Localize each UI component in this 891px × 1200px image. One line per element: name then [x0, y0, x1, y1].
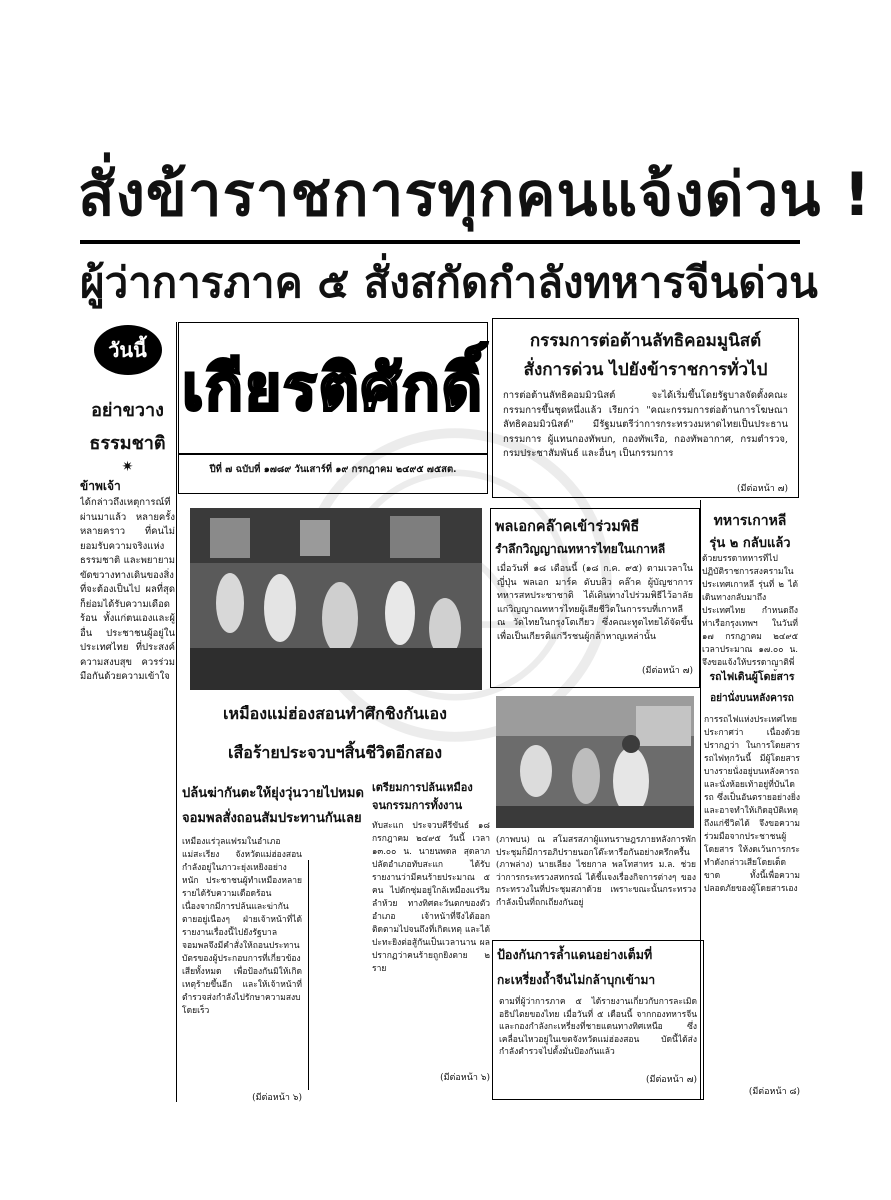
maehongson-sub-1: ปล้นฆ่ากันตะให้ยุ่งวุ่นวายไปหมด	[182, 786, 364, 801]
plunder-story	[372, 778, 490, 1098]
column-byline: ข้าพเจ้า	[80, 479, 121, 493]
column-title-line1: อย่าขวาง	[91, 400, 164, 421]
train-title-1: รถไฟเดินผู้โดยสาร	[709, 671, 795, 683]
border-body: ตามที่ผู้ว่าการภาค ๕ ได้รายงานเกี่ยวกับการละเมิดอธิปไตยของไทย เมื่อวันที่ ๕ เดือนนี้ จากกองทหารจีนและกองกำลังกะเหรี่ยงที่ชายแดนทางทิศเหนือ ซึ่งเคลื่อนไหวอยู่ในเขตจังหวัดแม่ฮ่องสอน บัดนี้ได้ส่งกำลังตำรวจไปตั้งมั่นป้องกันแล้ว	[499, 997, 697, 1057]
border-continued: (มีต่อหน้า ๗)	[646, 1075, 697, 1085]
today-badge: วันนี้	[94, 325, 162, 375]
plunder-title-1: เตรียมการปล้นเหมือง	[372, 781, 473, 794]
plunder-title-2: จนกรรมการทั้งงาน	[372, 799, 463, 812]
maehongson-continued: (มีต่อหน้า ๖)	[252, 1093, 302, 1103]
anticommunist-title-2: สั่งการด่วน ไปยังข้าราชการทั่วไป	[523, 360, 768, 380]
maehongson-title-2: เสือร้ายประจวบฯสิ้นชีวิตอีกสอง	[227, 743, 443, 762]
train-body: การรถไฟแห่งประเทศไทยประกาศว่า เนื่องด้วยปรากฏว่า ในการโดยสารรถไฟทุกวันนี้ มีผู้โดยสารบางรายนั่งอยู่บนหลังคารถและนั่งห้อยเท้าอยู่ที่บันไดรถ ซึ่งเป็นอันตรายอย่างยิ่ง และอาจทำให้เกิดอุบัติเหตุถึงแก่ชีวิตได้ จึงขอความร่วมมือจากประชาชนผู้โดยสาร ให้งดเว้นการกระทำดังกล่าวเสียโดยเด็ดขาด ทั้งนี้เพื่อความปลอดภัยของผู้โดยสารเอง	[704, 715, 800, 894]
left-column	[80, 325, 175, 845]
column-rule-right	[700, 500, 701, 1100]
column-title-line2: ธรรมชาติ	[89, 433, 166, 454]
border-title-1: ป้องกันการล้ำแดนอย่างเต็มที่	[497, 947, 653, 962]
korea-troops-article	[702, 510, 798, 668]
memorial-title-1: พลเอกคล๊าคเข้าร่วมพิธี	[495, 519, 640, 535]
anticommunist-continued: (มีต่อหน้า ๗)	[737, 484, 788, 494]
top-photo	[190, 508, 482, 690]
maehongson-body: เหมืองแร่วุลแฟรมในอำเภอแม่สะเรียง จังหวัดแม่ฮ่องสอน กำลังอยู่ในภาวะยุ่งเหยิงอย่างหนัก ประชาชนผู้ทำเหมืองหลายรายได้รับความเดือดร้อน เนื่องจากมีการปล้นและฆ่ากันตายอยู่เนืองๆ ฝ่ายเจ้าหน้าที่ได้รายงานเรื่องนี้ไปยังรัฐบาล จอมพลจึงมีคำสั่งให้ถอนประทานบัตรของผู้ประกอบการที่เกี่ยวข้องเสียทั้งหมด เพื่อป้องกันมิให้เกิดเหตุร้ายขึ้นอีก และให้เจ้าหน้าที่ตำรวจส่งกำลังไปรักษาความสงบโดยเร็ว	[182, 837, 302, 1016]
column-body: ได้กล่าวถึงเหตุการณ์ที่ผ่านมาแล้ว หลายครั้งหลายคราว ที่คนไม่ยอมรับความจริงแห่งธรรมชาติ และพยายามขัดขวางทางเดินของสิ่งที่จะต้องเป็นไป ผลที่สุดก็ย่อมได้รับความเดือดร้อน ทั้งแก่ตนเองและผู้อื่น ประชาชนผู้อยู่ในประเทศไทย ที่ประสงค์ความสงบสุข ควรร่วมมือกันด้วยความเข้าใจ	[80, 497, 175, 682]
korea-troops-title-1: ทหารเกาหลี	[713, 513, 787, 529]
memorial-article	[490, 508, 700, 688]
anticommunist-title-1: กรรมการต่อต้านลัทธิคอมมูนิสต์	[529, 331, 762, 351]
korea-troops-body: ด้วยบรรดาทหารที่ไปปฏิบัติราชการสงครามในประเทศเกาหลี รุ่นที่ ๒ ได้เดินทางกลับมาถึงประเทศไทย กำหนดถึงท่าเรือกรุงเทพฯ ในวันที่ ๑๗ กรกฎาคม ๒๔๙๕ เวลาประมาณ ๑๗.๐๐ น. จึงขอแจ้งให้บรรดาญาติพี่	[702, 554, 798, 668]
maehongson-sub-2: จอมพลสั่งถอนสัมประทานกันเลย	[182, 811, 362, 826]
star-icon: ✷	[121, 459, 134, 475]
plunder-body: ทับสะแก ประจวบคีรีขันธ์ ๑๘ กรกฎาคม ๒๔๙๕ วันนี้ เวลา ๑๓.๐๐ น. นายนพดล สุดลาภ ปลัดอำเภอทับสะแก ได้รับรายงานว่ามีคนร้ายประมาณ ๕ คน ไปดักซุ่มอยู่ใกล้เหมืองแร่ริมลำห้วย ทางทิศตะวันตกของตัวอำเภอ เจ้าหน้าที่จึงได้ออกติดตามไปจนถึงที่เกิดเหตุ และได้ปะทะยิงต่อสู้กันเป็นเวลานาน ผลปรากฏว่าคนร้ายถูกยิงตาย ๒ ราย	[372, 821, 490, 974]
issue-line: ปีที่ ๗ ฉบับที่ ๑๗๘๙ วันเสาร์ที่ ๑๙ กรกฎาคม ๒๔๙๕ ๗๕สต.	[209, 464, 457, 475]
maehongson-headline	[180, 702, 490, 772]
photo-caption: (ภาพบน) ณ สโมสรสภาผู้แทนราษฎรภายหลังการพักประชุมก็มีการอภิปรายนอกโต๊ะหารือกันอย่างครึกครื้น (ภาพล่าง) นายเลียง ไชยกาล พลโทสาทร ม.ล. ช่วยว่าการกระทรวงสหกรณ์ ได้ชี้แจงเรื่องกิจการต่างๆ ของกระทรวงในที่ประชุมสภาด้วย เพราะขณะนั้นกระทรวงกำลังเป็นที่ถกเถียงกันอยู่	[496, 835, 696, 908]
main-headline: สั่งข้าราชการทุกคนแจ้งด่วน !	[78, 160, 872, 230]
maehongson-title-1: เหมืองแม่ฮ่องสอนทำศึกชิงกันเอง	[223, 704, 447, 723]
anticommunist-article	[492, 318, 799, 498]
border-article	[492, 940, 704, 1100]
masthead-title: เกียรติศักดิ์	[182, 351, 484, 424]
column-divider	[308, 860, 309, 1090]
memorial-body: เมื่อวันที่ ๑๘ เดือนนี้ (๑๘ ก.ค. ๙๕) ตามเวลาในญี่ปุ่น พลเอก มาร์ค ดับบลิว คล๊าค ผู้บัญชาการทหารสหประชาชาติ ได้เดินทางไปร่วมพิธีไว้อาลัยแก่วิญญาณทหารไทยผู้เสียชีวิตในการรบที่เกาหลี ณ วัดไทยในกรุงโตเกียว ซึ่งคณะทูตไทยได้จัดขึ้นเพื่อเป็นเกียรติแก่วีรชนผู้กล้าหาญเหล่านั้น	[497, 564, 693, 642]
sub-headline: ผู้ว่าการภาค ๕ สั่งสกัดกำลังทหารจีนด่วน	[80, 258, 818, 307]
memorial-continued: (มีต่อหน้า ๗)	[642, 666, 693, 676]
masthead	[178, 322, 488, 494]
parliament-photo	[496, 696, 694, 828]
plunder-continued: (มีต่อหน้า ๖)	[440, 1073, 490, 1083]
korea-troops-title-2: รุ่น ๒ กลับแล้ว	[709, 536, 791, 551]
column-rule-left	[176, 322, 177, 1102]
border-title-2: กะเหรี่ยงถ้ำจีนไม่กล้าบุกเข้ามา	[497, 973, 656, 987]
headline-rule	[80, 240, 800, 244]
train-title-2: อย่านั่งบนหลังคารถ	[710, 693, 794, 704]
train-continued: (มีต่อหน้า ๘)	[748, 1087, 800, 1097]
train-article	[704, 668, 800, 1098]
anticommunist-body: การต่อต้านลัทธิคอมมิวนิสต์ จะได้เริ่มขึ้นโดยรัฐบาลจัดตั้งคณะกรรมการขึ้นชุดหนึ่งแล้ว เรียกว่า "คณะกรรมการต่อต้านการโฆษณาลัทธิคอมมิวนิสต์" มีรัฐมนตรีว่าการกระทรวงมหาดไทยเป็นประธานกรรมการ ผู้แทนกองทัพบก, กองทัพเรือ, กองทัพอากาศ, กรมตำรวจ, กรมประชาสัมพันธ์ และอื่นๆ เป็นกรรมการ	[503, 390, 788, 459]
memorial-title-2: รำลึกวิญญาณทหารไทยในเกาหลี	[495, 542, 666, 556]
